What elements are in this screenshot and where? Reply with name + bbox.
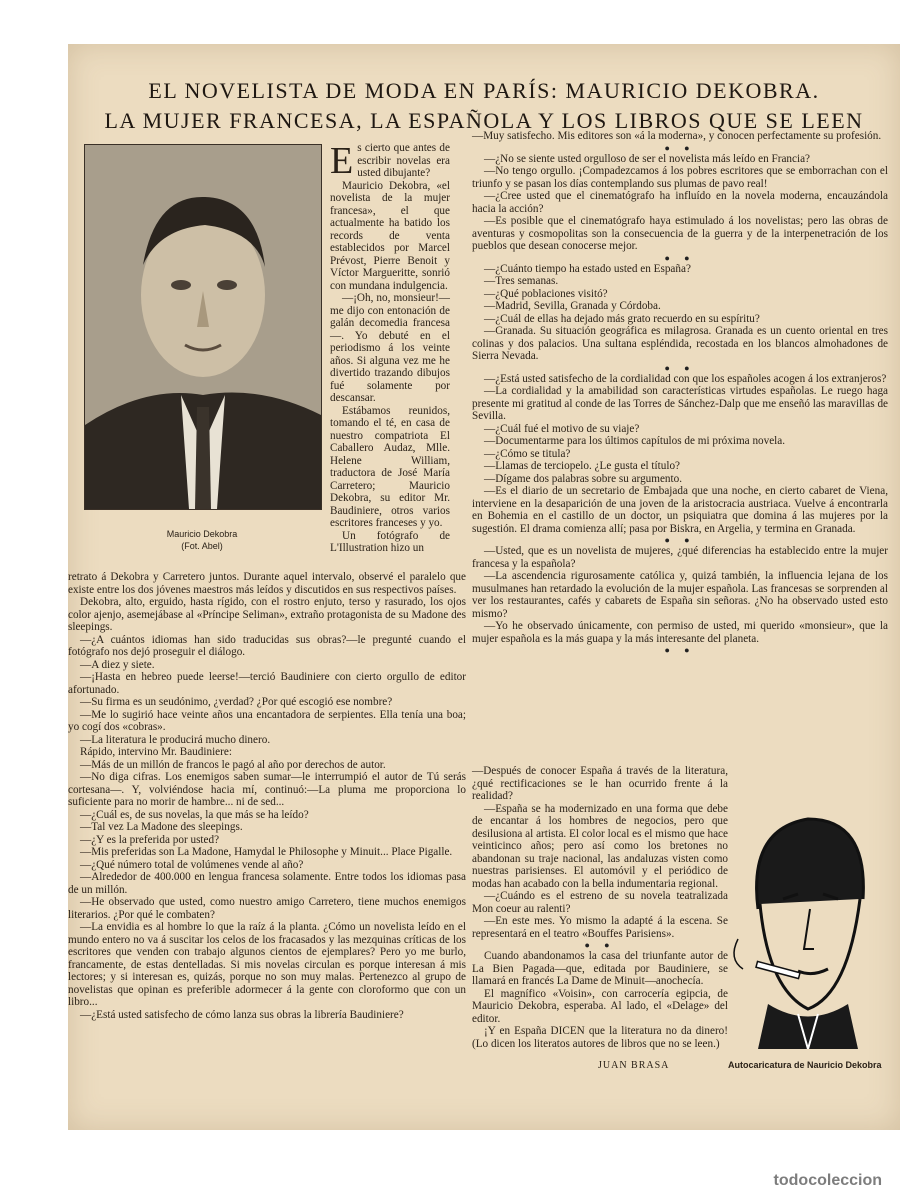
paragraph: —Es posible que el cinematógrafo haya estimulado á los novelistas; pero las obras de aventuras y cosmopolitas son la consecuencia de la guerra y de la interpenetración de los pueblos que desean conocerse mejor. bbox=[472, 215, 888, 252]
drop-cap: E bbox=[330, 140, 354, 182]
paragraph: —A diez y siete. bbox=[80, 658, 155, 671]
author-signature: JUAN BRASA bbox=[598, 1060, 670, 1071]
watermark-logo: todocoleccion bbox=[773, 1172, 882, 1189]
paragraph: —La envidia es al hombre lo que la raíz á la planta. ¿Cómo un novelista leído en el mundo entero no va á suscitar los celos de los fracasados y las mezquinas críticas de los escritores que venden con trabajo algunos cientos de ejemplares? Pero yo me burlo, francamente, de estas dentelladas. Si mis novelas circulan es porque interesan á mis lectores; y si interesan es, quizás, porque no son muy malas. Pertenezco al grupo de novelistas que opinan es preferible adormecer á la gente con cloroformo que con un libro... bbox=[68, 921, 466, 1008]
paragraph: —¿Está usted satisfecho de cómo lanza sus obras la librería Baudiniere? bbox=[80, 1008, 404, 1021]
section-separator: ● ● bbox=[664, 252, 696, 263]
paragraph: —Su firma es un seudónimo, ¿verdad? ¿Por qué escogió ese nombre? bbox=[80, 696, 393, 708]
paragraph: —¿A cuántos idiomas han sido traducidas sus obras?—le pregunté cuando el fotógrafo nos dejó proseguir el diálogo. bbox=[68, 633, 466, 658]
paragraph: —Me lo sugirió hace veinte años una encantadora de serpientes. Ella tenía una boa; yo cogí dos «cobras». bbox=[68, 708, 466, 733]
section-separator: ● ● bbox=[664, 535, 696, 545]
paragraph: ¡Y en España DICEN que la literatura no da dinero! (Lo dicen los literatos autores de libros que no se leen.) bbox=[472, 1025, 728, 1050]
paragraph: —Es el diario de un secretario de Embajada que una noche, en cierto cabaret de Viena, interviene en la desaparición de una joven de la aristocracia austriaca. Vuelve á encontrarla en Bohemia en el castillo de un doctor, un psiquiatra que domina á las mujeres por la sugestión. El drama comienza allí; pasa por Biskra, en Argelia, y termina en Granada. bbox=[472, 485, 888, 535]
paragraph: —Alrededor de 400.000 en lengua francesa solamente. Entre todos los idiomas pasa de un millón. bbox=[68, 871, 466, 896]
paragraph: Un fotógrafo de L'Illustration hizo un bbox=[330, 529, 450, 554]
paragraph: —Documentarme para los últimos capítulos de mi próxima novela. bbox=[484, 435, 786, 447]
photo-caption-credit: (Fot. Abel) bbox=[181, 541, 223, 551]
paragraph: Rápido, intervino Mr. Baudiniere: bbox=[80, 746, 232, 758]
paragraph: —Usted, que es un novelista de mujeres, ¿qué diferencias ha establecido entre la mujer francesa y la española? bbox=[472, 545, 888, 570]
paragraph: —No diga cifras. Los enemigos saben sumar—le interrumpió el autor de Tú serás cortesana—. Y, volviéndose hacia mí, continuó:—La pluma me proporciona lo suficiente para no morir de hambre... ni de sed... bbox=[68, 771, 466, 808]
paragraph: Estábamos reunidos, tomando el té, en casa de nuestro compatriota El Caballero Audaz, Mlle. Helene William, traductora de José María Carretero; Mauricio Dekobra, su editor Mr. Baudiniere, otros varios escritores franceses y yo. bbox=[330, 404, 450, 529]
paragraph: —¡Hasta en hebreo puede leerse!—terció Baudiniere con cierto orgullo de editor afortunado. bbox=[68, 671, 466, 696]
paragraph: —Más de un millón de francos le pagó al año por derechos de autor. bbox=[80, 758, 386, 771]
paragraph: Cuando abandonamos la casa del triunfante autor de La Bien Pagada—que, editada por Baudiniere, se llamará en francés La Dame de Minuit—anochecía. bbox=[472, 950, 728, 987]
paragraph: —Tres semanas. bbox=[484, 275, 559, 287]
paragraph: —Después de conocer España á través de la literatura, ¿qué rectificaciones se le han ocurrido frente á la realidad? bbox=[472, 765, 728, 802]
wide-left-column bbox=[68, 571, 466, 1021]
paragraph: —¿No se siente usted orgulloso de ser el novelista más leído en Francia? bbox=[484, 152, 811, 165]
paragraph: retrato á Dekobra y Carretero juntos. Durante aquel intervalo, observé el paralelo que existe entre los dos jóvenes maestros más leídos y discutidos en sus respectivos países. bbox=[68, 571, 466, 596]
paragraph: —Muy satisfecho. Mis editores son «á la moderna», y conocen perfectamente su profesión. bbox=[472, 130, 882, 142]
paragraph: —La ascendencia rigurosamente católica y, quizá también, la influencia lejana de los musulmanes han retardado la evolución de la mujer española. Las francesas se sorprenden al ver los restaurantes, cafés y cabarets de España sin señoras. ¿No ha observado usted esto mismo? bbox=[472, 570, 888, 620]
paragraph: —Tal vez La Madone des sleepings. bbox=[80, 821, 243, 833]
paragraph: —¿Está usted satisfecho de la cordialidad con que los españoles acogen á los extranjeros? bbox=[484, 372, 887, 385]
photo-caption-name: Mauricio Dekobra bbox=[166, 529, 238, 539]
paragraph: —¿Qué número total de volúmenes vende al año? bbox=[80, 858, 304, 871]
paragraph: —He observado que usted, como nuestro amigo Carretero, tiene muchos enemigos literarios. ¿Por qué le combaten? bbox=[68, 896, 466, 921]
right-narrow-column bbox=[472, 765, 728, 1050]
paragraph: s cierto que antes de escribir novelas era usted dibujante? bbox=[357, 142, 450, 179]
self-caricature-drawing bbox=[698, 789, 898, 1049]
photo-caption bbox=[84, 528, 320, 552]
paragraph: —Yo he observado únicamente, con permiso de usted, mi querido «monsieur», que la mujer española es la más guapa y la más interesante del planeta. bbox=[472, 620, 888, 645]
headline-line-1: EL NOVELISTA DE MODA EN PARÍS: MAURICIO DEKOBRA. bbox=[148, 78, 820, 103]
right-column bbox=[472, 130, 888, 655]
section-separator: ● ● bbox=[664, 362, 696, 373]
paragraph: —Granada. Su situación geográfica es milagrosa. Granada es un cuento oriental en tres colinas y dos palacios. Una sultana espléndida, recostada en los blancos almohadones de Sierra Nevada. bbox=[472, 325, 888, 362]
paragraph: —¿Cuál es, de sus novelas, la que más se ha leído? bbox=[80, 808, 309, 821]
paragraph: —La cordialidad y la amabilidad son características virtudes españolas. Le ruego haga presente mi gratitud al conde de las Torres de Sánchez-Dalp que me enseñó las maravillas de Sevilla. bbox=[472, 385, 888, 422]
paragraph: —Dígame dos palabras sobre su argumento. bbox=[484, 472, 683, 485]
paragraph: —En este mes. Yo mismo la adapté á la escena. Se representará en el teatro «Bouffes Parisiens». bbox=[472, 915, 728, 940]
paragraph: —¿Cuándo es el estreno de su novela teatralizada Mon coeur au ralenti? bbox=[472, 890, 728, 915]
paragraph: —España se ha modernizado en una forma que debe de encantar á los hombres de negocios, pero que desilusiona al artista. El color local es el mismo que hace veinticinco años; pero así como los bretones no abandonan su traje nacional, las andaluzas visten como nuestras parisienses. El automóvil y el periódico de modas han acabado con la bella indumentaria regional. bbox=[472, 802, 728, 890]
paragraph: —¿Y es la preferida por usted? bbox=[80, 833, 220, 846]
section-separator: ● ● bbox=[664, 645, 696, 655]
paragraph: —¡Oh, no, monsieur!—me dijo con entonación de galán decomedia francesa—. Yo debuté en el periodismo á los veinte años. Si alguna vez me he divertido trazando dibujos fué solamente por descansar. bbox=[330, 292, 450, 404]
paragraph: —Madrid, Sevilla, Granada y Córdoba. bbox=[484, 300, 661, 312]
caricature-caption: Autocaricatura de Nauricio Dekobra bbox=[728, 1060, 882, 1070]
paragraph: —¿Cuánto tiempo ha estado usted en España? bbox=[484, 262, 691, 275]
paragraph: —¿Cuál de ellas ha dejado más grato recuerdo en su espíritu? bbox=[484, 312, 760, 325]
paragraph: —¿Cuál fué el motivo de su viaje? bbox=[484, 422, 640, 435]
paragraph: El magnífico «Voisin», con carrocería egipcia, de Mauricio Dekobra, esperaba. Al lado, el «Delage» del editor. bbox=[472, 987, 728, 1025]
paragraph: Dekobra, alto, erguido, hasta rígido, con el rostro enjuto, terso y rasurado, los ojos color ajenjo, asemejábase al «Príncipe Seliman», extraño protagonista de su Madone des sleepings. bbox=[68, 596, 466, 633]
paragraph: —Mis preferidas son La Madone, Hamydal le Philosophe y Minuit... Place Pigalle. bbox=[80, 846, 453, 858]
section-separator: ● ● bbox=[664, 142, 696, 153]
paragraph: —Llamas de terciopelo. ¿Le gusta el título? bbox=[484, 460, 681, 472]
paragraph: —¿Cómo se titula? bbox=[484, 447, 571, 460]
paragraph: —¿Qué poblaciones visitó? bbox=[484, 287, 608, 300]
paragraph: —No tengo orgullo. ¡Compadezcamos á los pobres escritores que se emborrachan con el triunfo y se pasan los días contemplando sus plumas de pavo real! bbox=[472, 165, 888, 190]
newspaper-page bbox=[68, 44, 900, 1130]
headline-line-2: LA MUJER FRANCESA, LA ESPAÑOLA Y LOS LIBROS QUE SE LEEN bbox=[104, 108, 864, 133]
narrow-left-column bbox=[330, 142, 450, 555]
paragraph: —La literatura le producirá mucho dinero. bbox=[80, 733, 271, 746]
paragraph: Mauricio Dekobra, «el novelista de la mujer francesa», el que actualmente ha batido los records de venta establecidos por Marcel Prévost, Pierre Benoit y Víctor Margueritte, sonrió con mundana indulgencia. bbox=[330, 179, 450, 292]
paragraph: —¿Cree usted que el cinematógrafo ha influído en la novela moderna, encauzándola hacia la acción? bbox=[472, 190, 888, 215]
section-separator: ● ● bbox=[584, 940, 616, 950]
portrait-photo bbox=[84, 144, 322, 510]
